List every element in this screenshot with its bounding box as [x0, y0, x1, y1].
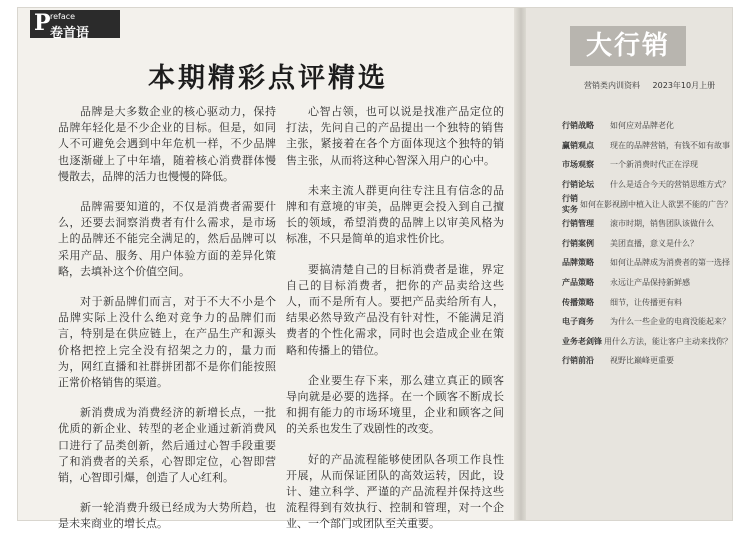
table-of-contents: [562, 116, 732, 371]
paragraph: 品牌是大多数企业的核心驱动力，保持品牌年轻化是不少企业的目标。但是，如同人不可避免会遇到中年危机一样，不少品牌也逐渐碰上了中年墙，随着核心消费群体慢慢散去，品牌的活力也慢慢的降低。: [58, 105, 276, 183]
toc-item: [562, 351, 732, 371]
right-page: [526, 8, 732, 520]
toc-item: [562, 292, 732, 312]
paragraph: 对于新品牌们而言，对于不大不小是个品牌实际上没什么绝对竞争力的品牌们而言，特别是在供应链上，在产品生产和源头价格把控上完全没有招架之力的，量力而为，网红直播和社群拼团都不是你们能按照正常价格销售的渠道。: [58, 295, 276, 390]
issue-subhead: [584, 80, 725, 91]
toc-title: 如何让品牌成为消费者的第一选择: [610, 258, 730, 268]
toc-category: 电子商务: [562, 317, 594, 327]
toc-title: 如何在影视剧中植入让人欲罢不能的广告？: [580, 199, 732, 209]
magazine-brand: 大行销: [570, 26, 686, 66]
toc-category: 产品策略: [562, 278, 594, 288]
toc-item: [562, 136, 732, 156]
preface-tag: [30, 10, 120, 41]
toc-item: [562, 253, 732, 273]
toc-item: [562, 312, 732, 332]
toc-category: 业务老剑锋: [562, 336, 602, 346]
toc-item: [562, 194, 732, 214]
toc-title: 永远让产品保持新鲜感: [610, 278, 690, 288]
left-page: [18, 8, 518, 531]
toc-category: 行销案例: [562, 238, 594, 248]
text-column-left: [58, 104, 276, 547]
toc-item: [562, 214, 732, 234]
paragraph: 企业要生存下来，那么建立真正的顾客导向就是必要的选择。在一个顾客不断成长和拥有能力的市场环境里，企业和顾客之间的关系也发生了戏剧性的改变。: [286, 373, 504, 436]
toc-category: 行销实务: [562, 194, 578, 215]
text-column-right: [286, 104, 504, 547]
toc-category: 行销前沿: [562, 356, 594, 366]
toc-title: 美团直播，意义是什么？: [610, 238, 698, 248]
toc-category: 赢销观点: [562, 140, 594, 150]
toc-category: 行销战略: [562, 121, 594, 131]
magazine-subtitle: 营销类内训资料: [584, 81, 640, 90]
paragraph: 品牌需要知道的，不仅是消费者需要什么，还要去洞察消费者有什么需求，是市场上的品牌还不能完全满足的，然后品牌可以采用产品、服务、用户体验方面的差异化策略，去填补这个价值空间。: [58, 200, 276, 278]
toc-title: 现在的品牌营销，有钱不如有故事: [610, 140, 730, 150]
page-title: 本期精彩点评精选: [148, 63, 388, 94]
toc-title: 视野比巅峰更重要: [610, 356, 674, 366]
toc-title: 滚市时期，销售团队该做什么: [610, 219, 714, 229]
toc-title: 什么是适合今天的营销思维方式？: [610, 180, 730, 190]
toc-title: 用什么方法，能让客户主动来找你？: [604, 336, 732, 346]
toc-category: 行销管理: [562, 219, 594, 229]
paragraph: 要搞清楚自己的目标消费者是谁，界定自己的目标消费者，把你的产品卖给这些人，而不是所有人。要把产品卖给所有人，结果必然导致产品没有针对性，不能满足消费者的个性化需求，同时也会造成企业在策略和传播上的错位。: [286, 262, 504, 357]
paragraph: 心智占领，也可以说是找准产品定位的打法，先问自己的产品提出一个独特的销售主张，紧接着在各个方面体现这个独特的销售主张，从而将这种心智深入用户的心中。: [286, 105, 504, 167]
toc-title: 为什么一些企业的电商没能起来？: [610, 317, 730, 327]
toc-category: 传播策略: [562, 297, 594, 307]
preface-cn: 卷首语: [50, 26, 90, 41]
paragraph: 未来主流人群更向往专注且有信念的品牌和有意境的审美，品牌更会投入到自己擅长的领域，希望消费的品牌上以审美风格为标准，不只是简单的追求性价比。: [286, 183, 504, 246]
toc-item: [562, 273, 732, 293]
issue-date: 2023年10月上册: [652, 81, 716, 90]
toc-category: 品牌策略: [562, 258, 594, 268]
preface-small: reface: [50, 12, 76, 21]
paragraph: 新一轮消费升级已经成为大势所趋，也是未来商业的增长点。: [58, 501, 276, 531]
toc-title: 如何应对品牌老化: [610, 121, 674, 131]
toc-title: 细节，让传播更有料: [610, 297, 682, 307]
paragraph: 新消费成为消费经济的新增长点，一批优质的新企业、转型的老企业通过新消费风口进行了品类创新，然后通过心智手段重要了和消费者的关系，心智即定位，心智即营销，心智即引爆，创造了人心红利。: [58, 406, 276, 485]
toc-category: 市场观察: [562, 160, 594, 170]
paragraph: 好的产品流程能够使团队各项工作良性开展，从而保证团队的高效运转，因此，设计、建立科学、严谨的产品流程并保持这些流程得到有效执行、控制和管理，对一个企业、一个部门或团队至关重要。: [286, 452, 504, 531]
toc-item: [562, 175, 732, 195]
toc-title: 一个新消费时代正在浮现: [610, 160, 698, 170]
toc-category: 行销论坛: [562, 180, 594, 190]
preface-letter: P: [34, 10, 51, 36]
magazine-spread: [18, 8, 732, 531]
toc-item: [562, 234, 732, 254]
toc-item: [562, 155, 732, 175]
toc-item: [562, 332, 732, 352]
toc-item: [562, 116, 732, 136]
